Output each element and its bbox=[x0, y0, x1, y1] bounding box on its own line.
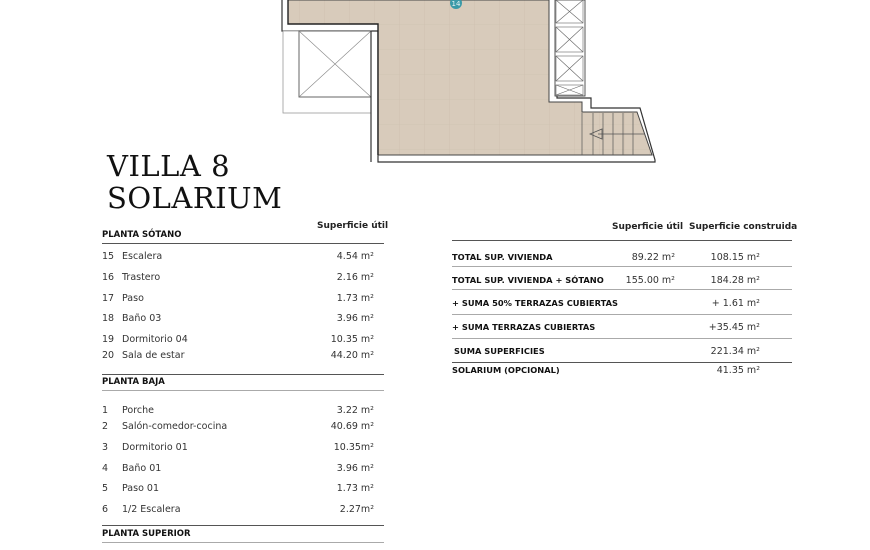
divider bbox=[452, 362, 792, 363]
divider bbox=[452, 266, 792, 267]
totals-row: TOTAL SUP. VIVIENDA + SÓTANO 155.00 m² 184.28 m² bbox=[452, 275, 760, 286]
divider bbox=[102, 374, 384, 375]
divider bbox=[102, 243, 384, 244]
section-planta-superior: PLANTA SUPERIOR bbox=[102, 529, 191, 539]
table-row: 19 Dormitorio 04 10.35 m² bbox=[102, 334, 374, 345]
page-title bbox=[107, 150, 282, 214]
divider bbox=[452, 240, 792, 241]
table-row: 3 Dormitorio 01 10.35m² bbox=[102, 442, 374, 453]
table-row: 5 Paso 01 1.73 m² bbox=[102, 483, 374, 494]
table-row: 18 Baño 03 3.96 m² bbox=[102, 313, 374, 324]
table-row: 20 Sala de estar 44.20 m² bbox=[102, 350, 374, 361]
column-header-superficie-construida: Superficie construida bbox=[689, 222, 798, 232]
totals-row: TOTAL SUP. VIVIENDA 89.22 m² 108.15 m² bbox=[452, 252, 760, 263]
table-row: 6 1/2 Escalera 2.27m² bbox=[102, 504, 374, 515]
column-header-superficie-util: Superficie útil bbox=[612, 222, 684, 232]
divider bbox=[452, 338, 792, 339]
divider bbox=[452, 289, 792, 290]
totals-row: + SUMA 50% TERRAZAS CUBIERTAS + 1.61 m² bbox=[452, 298, 760, 309]
totals-row: SOLARIUM (OPCIONAL) 41.35 m² bbox=[452, 365, 760, 376]
section-planta-baja: PLANTA BAJA bbox=[102, 377, 165, 387]
table-row: 17 Paso 1.73 m² bbox=[102, 293, 374, 304]
section-planta-sotano: PLANTA SÓTANO bbox=[102, 230, 182, 240]
room-marker-icon bbox=[450, 0, 462, 9]
table-row: 1 Porche 3.22 m² bbox=[102, 405, 374, 416]
divider bbox=[102, 542, 384, 543]
svg-text:14: 14 bbox=[451, 0, 461, 8]
title-line-2: SOLARIUM bbox=[107, 181, 283, 215]
floor-plan bbox=[0, 0, 870, 170]
divider bbox=[452, 314, 792, 315]
table-row: 2 Salón-comedor-cocina 40.69 m² bbox=[102, 421, 374, 432]
totals-row: + SUMA TERRAZAS CUBIERTAS +35.45 m² bbox=[452, 322, 760, 333]
divider bbox=[102, 390, 384, 391]
divider bbox=[102, 525, 384, 526]
title-line-1: VILLA 8 bbox=[107, 149, 231, 183]
table-row: 15 Escalera 4.54 m² bbox=[102, 251, 374, 262]
column-header-superficie-util: Superficie útil bbox=[317, 221, 389, 231]
table-row: 16 Trastero 2.16 m² bbox=[102, 272, 374, 283]
table-row: 4 Baño 01 3.96 m² bbox=[102, 463, 374, 474]
totals-row: SUMA SUPERFICIES 221.34 m² bbox=[454, 346, 760, 357]
